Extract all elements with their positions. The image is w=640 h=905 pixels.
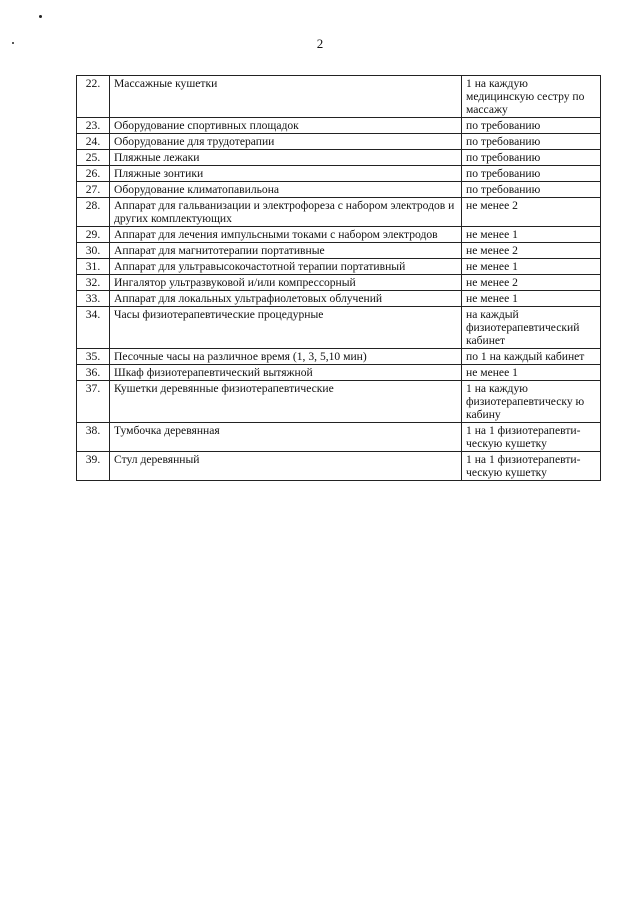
table-row [77, 423, 601, 452]
quantity-cell: на каждый физиотерапевтический кабинет [462, 307, 601, 349]
item-name-cell: Тумбочка деревянная [110, 423, 462, 452]
quantity-cell: по требованию [462, 134, 601, 150]
table-row [77, 134, 601, 150]
row-number-cell: 25. [77, 150, 110, 166]
quantity-cell: 1 на 1 физиотерапевти-ческую кушетку [462, 452, 601, 481]
row-number-cell: 22. [77, 76, 110, 118]
table-row [77, 227, 601, 243]
quantity-cell: не менее 2 [462, 275, 601, 291]
item-name-cell: Стул деревянный [110, 452, 462, 481]
table-row [77, 259, 601, 275]
quantity-cell: не менее 1 [462, 291, 601, 307]
row-number-cell: 29. [77, 227, 110, 243]
table-row [77, 118, 601, 134]
item-name-cell: Пляжные лежаки [110, 150, 462, 166]
table-row [77, 166, 601, 182]
quantity-cell: не менее 1 [462, 227, 601, 243]
row-number-cell: 35. [77, 349, 110, 365]
item-name-cell: Оборудование климатопавильона [110, 182, 462, 198]
table-row [77, 198, 601, 227]
quantity-cell: по требованию [462, 166, 601, 182]
item-name-cell: Оборудование спортивных площадок [110, 118, 462, 134]
row-number-cell: 34. [77, 307, 110, 349]
table-row [77, 307, 601, 349]
quantity-cell: 1 на 1 физиотерапевти-ческую кушетку [462, 423, 601, 452]
item-name-cell: Пляжные зонтики [110, 166, 462, 182]
table-row [77, 452, 601, 481]
item-name-cell: Оборудование для трудотерапии [110, 134, 462, 150]
table-row [77, 182, 601, 198]
table-row [77, 291, 601, 307]
table-row [77, 150, 601, 166]
row-number-cell: 36. [77, 365, 110, 381]
row-number-cell: 27. [77, 182, 110, 198]
row-number-cell: 31. [77, 259, 110, 275]
quantity-cell: по требованию [462, 182, 601, 198]
row-number-cell: 32. [77, 275, 110, 291]
item-name-cell: Ингалятор ультразвуковой и/или компрессорный [110, 275, 462, 291]
quantity-cell: не менее 1 [462, 365, 601, 381]
quantity-cell: не менее 2 [462, 243, 601, 259]
quantity-cell: по 1 на каждый кабинет [462, 349, 601, 365]
item-name-cell: Аппарат для лечения импульсными токами с набором электродов [110, 227, 462, 243]
row-number-cell: 38. [77, 423, 110, 452]
table-row [77, 76, 601, 118]
page-number: 2 [316, 36, 324, 51]
item-name-cell: Шкаф физиотерапевтический вытяжной [110, 365, 462, 381]
quantity-cell: по требованию [462, 118, 601, 134]
quantity-cell: не менее 1 [462, 259, 601, 275]
row-number-cell: 30. [77, 243, 110, 259]
row-number-cell: 33. [77, 291, 110, 307]
scan-speck [39, 15, 42, 18]
row-number-cell: 28. [77, 198, 110, 227]
item-name-cell: Массажные кушетки [110, 76, 462, 118]
table-row [77, 381, 601, 423]
quantity-cell: не менее 2 [462, 198, 601, 227]
row-number-cell: 23. [77, 118, 110, 134]
item-name-cell: Песочные часы на различное время (1, 3, 5,10 мин) [110, 349, 462, 365]
table-row [77, 349, 601, 365]
row-number-cell: 26. [77, 166, 110, 182]
table-row [77, 243, 601, 259]
row-number-cell: 24. [77, 134, 110, 150]
item-name-cell: Часы физиотерапевтические процедурные [110, 307, 462, 349]
row-number-cell: 37. [77, 381, 110, 423]
item-name-cell: Кушетки деревянные физиотерапевтические [110, 381, 462, 423]
quantity-cell: по требованию [462, 150, 601, 166]
item-name-cell: Аппарат для локальных ультрафиолетовых облучений [110, 291, 462, 307]
equipment-table [76, 75, 601, 481]
table-row [77, 275, 601, 291]
item-name-cell: Аппарат для магнитотерапии портативные [110, 243, 462, 259]
table-row [77, 365, 601, 381]
quantity-cell: 1 на каждую физиотерапевтическу ю кабину [462, 381, 601, 423]
row-number-cell: 39. [77, 452, 110, 481]
quantity-cell: 1 на каждую медицинскую сестру по массажу [462, 76, 601, 118]
item-name-cell: Аппарат для ультравысокочастотной терапии портативный [110, 259, 462, 275]
item-name-cell: Аппарат для гальванизации и электрофореза с набором электродов и других комплектующих [110, 198, 462, 227]
